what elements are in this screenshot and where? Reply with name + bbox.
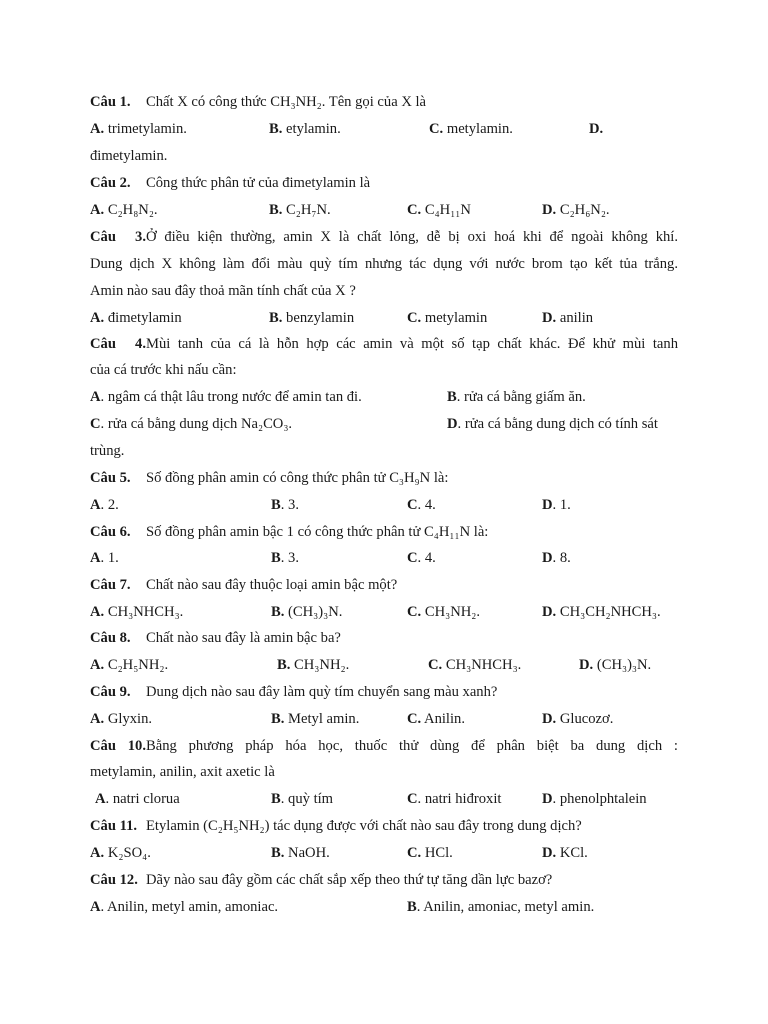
option-text: . 4. xyxy=(417,497,436,513)
question-4-option-d-continuation xyxy=(90,441,678,461)
option-b xyxy=(271,495,299,515)
question-text: Dung dịch nào sau đây làm quỳ tím chuyển sang màu xanh? xyxy=(146,684,498,700)
question-text: Ở điều kiện thường, amin X là chất lỏng, dễ bị oxi hoá khi để ngoài không khí. xyxy=(146,229,678,245)
question-6-options xyxy=(90,548,678,568)
option-c xyxy=(407,602,480,622)
question-label: Câu 9. xyxy=(90,684,131,700)
option-letter: A. xyxy=(90,310,105,326)
option-text: . Anilin, amoniac, metyl amin. xyxy=(416,899,595,915)
option-letter: D xyxy=(542,497,553,513)
question-3-options xyxy=(90,308,678,328)
option-b xyxy=(271,709,359,729)
option-a xyxy=(90,308,182,328)
option-text: CH₃NHCH₃. xyxy=(442,657,522,673)
question-label: Câu 5. xyxy=(90,470,131,486)
option-text: Metyl amin. xyxy=(284,711,360,727)
option-letter: B xyxy=(271,791,281,807)
option-letter: B. xyxy=(271,711,285,727)
option-letter: B xyxy=(271,497,281,513)
question-9-options xyxy=(90,709,678,729)
option-b xyxy=(271,789,333,809)
question-3-stem-line-2 xyxy=(90,254,678,274)
option-a xyxy=(90,709,152,729)
question-9-stem xyxy=(90,682,678,702)
question-label: Câu 6. xyxy=(90,524,131,540)
option-text: . 3. xyxy=(280,550,299,566)
option-letter: A xyxy=(90,497,101,513)
option-text: metylamin xyxy=(421,310,488,326)
option-letter: A. xyxy=(90,604,105,620)
option-d xyxy=(542,548,571,568)
option-c xyxy=(429,119,513,139)
option-letter: A xyxy=(95,791,106,807)
option-letter: C. xyxy=(407,711,422,727)
option-c xyxy=(428,655,521,675)
option-a xyxy=(90,843,151,863)
question-7-options xyxy=(90,602,678,622)
option-b xyxy=(271,843,330,863)
question-text: Chất X có công thức CH₃NH₂. Tên gọi của X là xyxy=(146,94,427,110)
option-letter: C xyxy=(90,416,101,432)
option-text: Glucozơ. xyxy=(556,711,614,727)
question-text: Số đồng phân amin có công thức phân tử C₃H₉N là: xyxy=(146,470,449,486)
option-text: . 1. xyxy=(100,550,119,566)
option-text: trùng. xyxy=(90,443,125,459)
option-text: . phenolphtalein xyxy=(552,791,647,807)
option-letter: A. xyxy=(90,711,105,727)
question-1-option-d-continuation xyxy=(90,146,678,166)
option-d xyxy=(542,308,593,328)
question-text: Chất nào sau đây thuộc loại amin bậc một? xyxy=(146,577,398,593)
option-text: CH₃CH₂NHCH₃. xyxy=(556,604,661,620)
option-text: CH₃NH₂. xyxy=(290,657,350,673)
option-text: . natri hiđroxit xyxy=(417,791,502,807)
option-letter: B. xyxy=(269,202,283,218)
option-a xyxy=(90,897,278,917)
option-letter: C. xyxy=(407,202,422,218)
question-label: Câu 4. xyxy=(90,336,146,352)
option-d xyxy=(542,789,647,809)
question-11-options xyxy=(90,843,678,863)
question-text: Bằng phương pháp hóa học, thuốc thử dùng để phân biệt ba dung dịch : xyxy=(146,738,678,754)
option-letter: C. xyxy=(407,604,422,620)
question-text: Amin nào sau đây thoả mãn tính chất của X ? xyxy=(90,283,356,299)
question-4-stem xyxy=(90,334,678,354)
option-b xyxy=(277,655,349,675)
question-label: Câu 10. xyxy=(90,738,146,754)
option-letter: D. xyxy=(579,657,594,673)
question-12-stem xyxy=(90,870,678,890)
question-10-options xyxy=(90,789,678,809)
option-text: C₂H₆N₂. xyxy=(556,202,610,218)
option-letter: C. xyxy=(407,310,422,326)
question-7-stem xyxy=(90,575,678,595)
option-text: CH₃NH₂. xyxy=(421,604,481,620)
question-4-stem-line-2 xyxy=(90,360,678,380)
option-text: HCl. xyxy=(421,845,453,861)
option-letter: B xyxy=(447,389,457,405)
option-letter: A. xyxy=(90,657,105,673)
option-a xyxy=(90,200,158,220)
question-10-stem-line-2 xyxy=(90,762,678,782)
question-2-options xyxy=(90,200,678,220)
option-letter: D. xyxy=(542,604,557,620)
option-letter: B xyxy=(271,550,281,566)
option-text: . rửa cá bằng giấm ăn. xyxy=(456,389,586,405)
option-b xyxy=(447,387,586,407)
question-3-stem-line-3 xyxy=(90,281,678,301)
option-text: đimetylamin xyxy=(104,310,182,326)
question-4-options-row-1 xyxy=(90,387,678,407)
option-text: . 1. xyxy=(552,497,571,513)
option-c xyxy=(407,548,436,568)
option-letter: A xyxy=(90,899,101,915)
option-b xyxy=(271,548,299,568)
question-text: Dung dịch X không làm đổi màu quỳ tím nhưng tác dụng với nước brom tạo kết tủa trắng. xyxy=(90,256,678,272)
option-b xyxy=(269,119,341,139)
option-letter: A. xyxy=(90,121,105,137)
question-4-options-row-2 xyxy=(90,414,678,434)
option-letter: B. xyxy=(271,845,285,861)
option-a xyxy=(90,387,362,407)
option-letter: B. xyxy=(271,604,285,620)
option-b xyxy=(407,897,594,917)
question-5-stem xyxy=(90,468,678,488)
option-text: . quỳ tím xyxy=(280,791,334,807)
question-text: Mùi tanh của cá là hỗn hợp các amin và một số tạp chất khác. Để khử mùi tanh xyxy=(146,336,678,352)
question-3-stem xyxy=(90,227,678,247)
question-5-options xyxy=(90,495,678,515)
option-text: Glyxin. xyxy=(104,711,153,727)
option-letter: B xyxy=(407,899,417,915)
option-text: . 3. xyxy=(280,497,299,513)
option-b xyxy=(269,308,354,328)
option-text: NaOH. xyxy=(284,845,330,861)
question-label: Câu 8. xyxy=(90,630,131,646)
option-a xyxy=(90,548,119,568)
option-c xyxy=(407,200,471,220)
option-text: C₂H₅NH₂. xyxy=(104,657,169,673)
option-text: etylamin. xyxy=(282,121,341,137)
option-a xyxy=(90,602,183,622)
question-text: metylamin, anilin, axit axetic là xyxy=(90,764,275,780)
option-letter: C xyxy=(407,550,418,566)
option-letter: A xyxy=(90,550,101,566)
option-d xyxy=(542,843,588,863)
question-label: Câu 7. xyxy=(90,577,131,593)
option-text: KCl. xyxy=(556,845,588,861)
option-letter: D. xyxy=(542,711,557,727)
question-label: Câu 1. xyxy=(90,94,131,110)
option-letter: D xyxy=(542,791,553,807)
option-d xyxy=(589,119,603,139)
option-b xyxy=(271,602,342,622)
option-text: . 8. xyxy=(552,550,571,566)
option-text: đimetylamin. xyxy=(90,148,168,164)
question-8-stem xyxy=(90,628,678,648)
question-label: Câu 12. xyxy=(90,872,138,888)
option-letter: B. xyxy=(269,310,283,326)
option-text: . ngâm cá thật lâu trong nước để amin tan đi. xyxy=(100,389,362,405)
option-text: benzylamin xyxy=(282,310,355,326)
question-12-options xyxy=(90,897,678,917)
question-text: của cá trước khi nấu cần: xyxy=(90,362,237,378)
option-d xyxy=(447,414,658,434)
option-text: . Anilin, metyl amin, amoniac. xyxy=(100,899,279,915)
option-text: C₂H₇N. xyxy=(282,202,331,218)
question-text: Số đồng phân amin bậc 1 có công thức phân tử C₄H₁₁N là: xyxy=(146,524,489,540)
option-text: K₂SO₄. xyxy=(104,845,151,861)
option-d xyxy=(542,495,571,515)
option-letter: C. xyxy=(428,657,443,673)
option-text: CH₃NHCH₃. xyxy=(104,604,184,620)
option-text: C₂H₈N₂. xyxy=(104,202,158,218)
option-text: Anilin. xyxy=(421,711,465,727)
option-c xyxy=(407,789,501,809)
question-text: Chất nào sau đây là amin bậc ba? xyxy=(146,630,341,646)
option-letter: A. xyxy=(90,845,105,861)
option-letter: A xyxy=(90,389,101,405)
option-d xyxy=(542,602,661,622)
option-d xyxy=(579,655,651,675)
option-letter: B. xyxy=(269,121,283,137)
option-c xyxy=(90,414,292,434)
option-letter: D. xyxy=(542,845,557,861)
question-8-options xyxy=(90,655,678,675)
option-text: trimetylamin. xyxy=(104,121,187,137)
option-d xyxy=(542,709,613,729)
option-a xyxy=(90,495,119,515)
option-letter: C xyxy=(407,791,418,807)
question-11-stem xyxy=(90,816,678,836)
question-text: Etylamin (C₂H₅NH₂) tác dụng được với chất nào sau đây trong dung dịch? xyxy=(146,818,582,834)
option-letter: B. xyxy=(277,657,291,673)
option-c xyxy=(407,495,436,515)
question-1-stem xyxy=(90,92,678,112)
option-text: (CH₃)₃N. xyxy=(593,657,652,673)
option-letter: D. xyxy=(542,202,557,218)
option-letter: D xyxy=(447,416,458,432)
option-text: . natri clorua xyxy=(105,791,180,807)
option-letter: A. xyxy=(90,202,105,218)
question-1-options xyxy=(90,119,678,139)
option-c xyxy=(407,843,453,863)
option-letter: D xyxy=(542,550,553,566)
option-letter: D. xyxy=(542,310,557,326)
option-text: . rửa cá bằng dung dịch Na₂CO₃. xyxy=(100,416,293,432)
question-10-stem xyxy=(90,736,678,756)
question-label: Câu 2. xyxy=(90,175,131,191)
option-letter: D. xyxy=(589,121,604,137)
option-a xyxy=(90,119,187,139)
option-a xyxy=(95,789,180,809)
question-label: Câu 3. xyxy=(90,229,146,245)
option-a xyxy=(90,655,168,675)
option-c xyxy=(407,308,487,328)
option-text: . 2. xyxy=(100,497,119,513)
option-text: . rửa cá bằng dung dịch có tính sát xyxy=(457,416,658,432)
option-text: (CH₃)₃N. xyxy=(284,604,343,620)
option-text: metylamin. xyxy=(443,121,513,137)
option-letter: C. xyxy=(407,845,422,861)
question-6-stem xyxy=(90,522,678,542)
option-letter: C xyxy=(407,497,418,513)
question-text: Công thức phân tử của đimetylamin là xyxy=(146,175,371,191)
option-text: C₄H₁₁N xyxy=(421,202,471,218)
option-text: . 4. xyxy=(417,550,436,566)
question-label: Câu 11. xyxy=(90,818,138,834)
question-2-stem xyxy=(90,173,678,193)
option-text: anilin xyxy=(556,310,594,326)
question-text: Dãy nào sau đây gồm các chất sắp xếp theo thứ tự tăng dần lực bazơ? xyxy=(146,872,553,888)
option-d xyxy=(542,200,610,220)
option-b xyxy=(269,200,331,220)
option-letter: C. xyxy=(429,121,444,137)
option-c xyxy=(407,709,465,729)
